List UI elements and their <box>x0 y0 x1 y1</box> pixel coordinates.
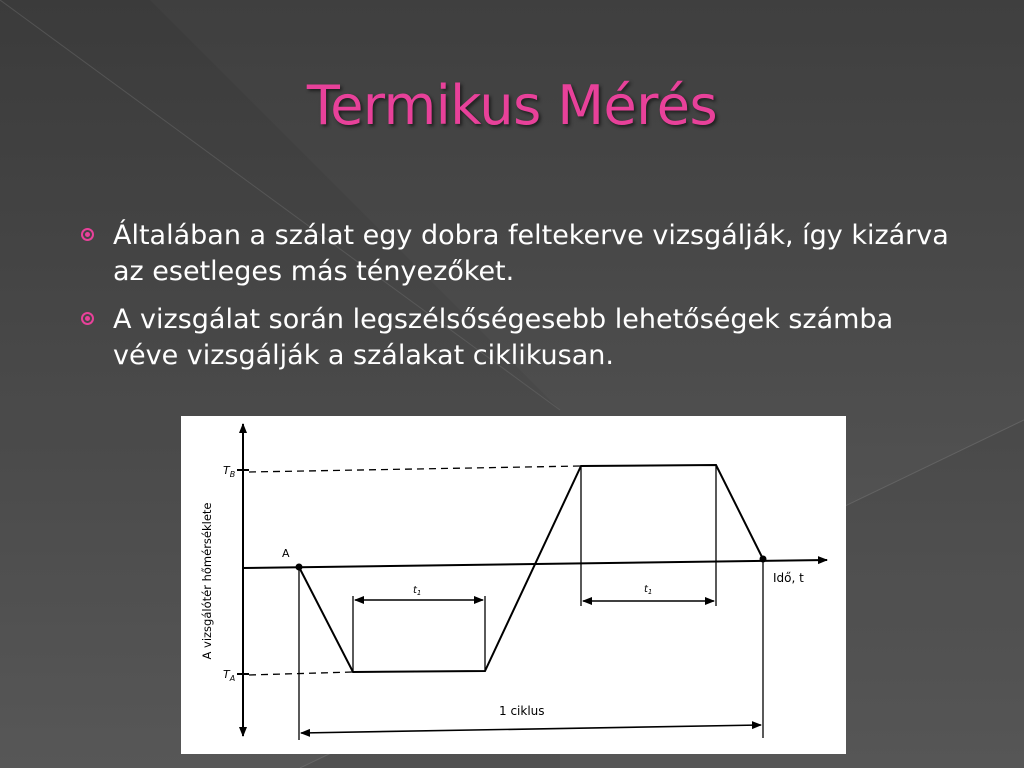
bullet-item <box>78 218 958 290</box>
cycle-label: 1 ciklus <box>499 704 545 718</box>
circle-bullet-icon <box>81 228 94 241</box>
point-a-label: A <box>282 547 290 560</box>
tb-label: $T_B$ <box>223 464 236 479</box>
temperature-cycle-diagram <box>181 416 846 754</box>
bullet-text: Általában a szálat egy dobra feltekerve vizsgálják, így kizárva az esetleges más tényezőket. <box>113 220 949 287</box>
tb-dashed-line <box>249 466 581 472</box>
x-axis-label: Idő, t <box>773 571 804 585</box>
t1-low-label: $t_1$ <box>413 585 422 597</box>
circle-bullet-icon <box>81 312 94 325</box>
bullet-list <box>78 218 958 386</box>
ta-dashed-line <box>249 672 353 675</box>
t1-high-label: $t_1$ <box>644 584 653 596</box>
slide-title: Termikus Mérés <box>306 74 718 137</box>
cycle-dimension-arrow <box>301 725 761 733</box>
bullet-text: A vizsgálat során legszélsőségesebb lehetőségek számba véve vizsgálják a szálakat ciklikusan. <box>113 304 894 371</box>
y-axis-label: A vizsgálótér hőmérséklete <box>200 502 214 660</box>
ta-label: $T_A$ <box>223 668 236 683</box>
temperature-profile-line <box>299 465 763 672</box>
bullet-item <box>78 302 958 374</box>
